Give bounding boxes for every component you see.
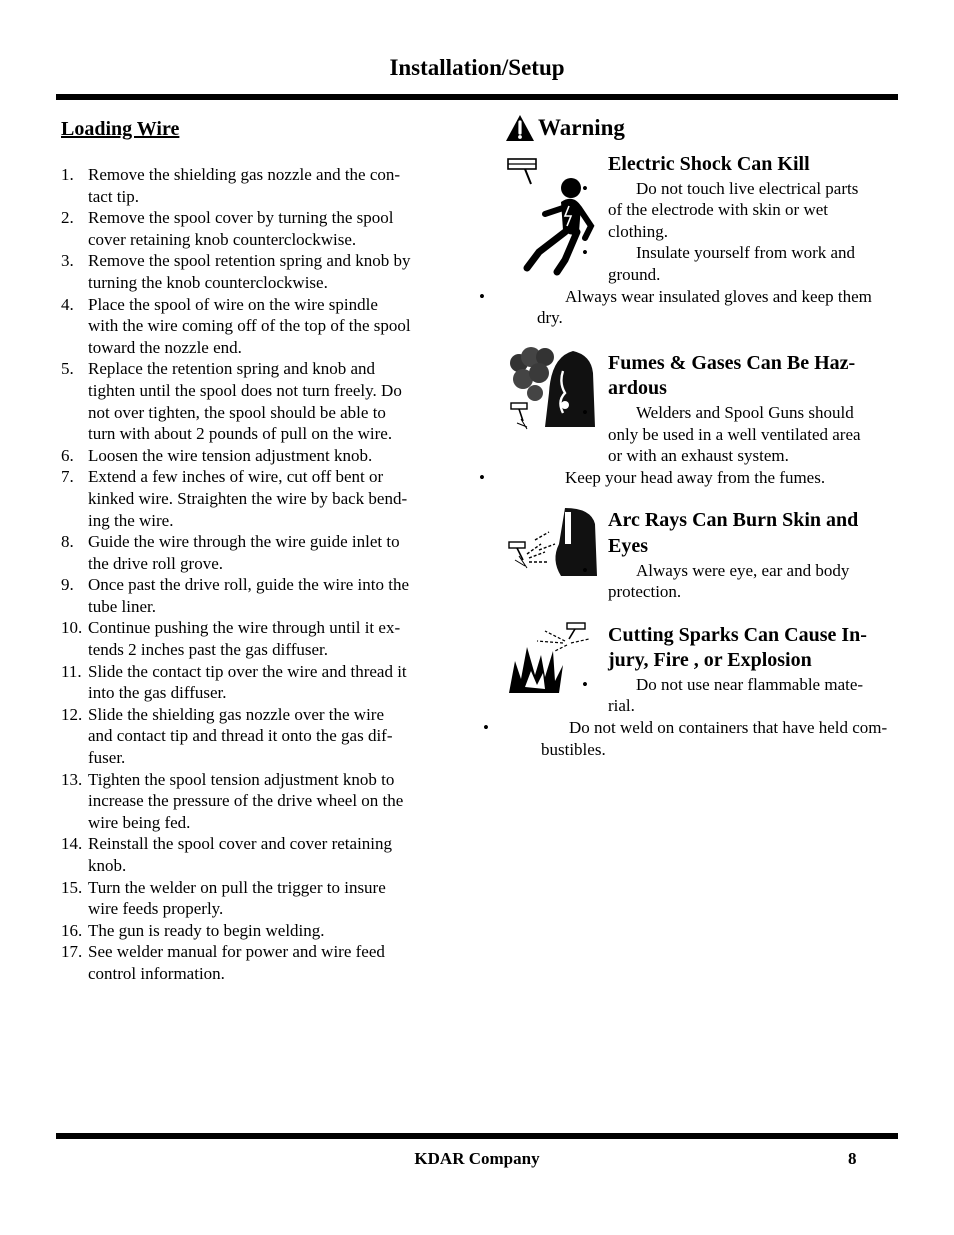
- list-item: 13. Tighten the spool tension adjustment knob to increase the pressure of the drive wheel on the wire being fed.: [61, 769, 404, 832]
- hazard-title: Arc Rays Can Burn Skin and Eyes: [608, 509, 859, 557]
- hazard-cutting-sparks: [483, 623, 897, 761]
- hazard-title: Electric Shock Can Kill: [608, 153, 810, 175]
- warning-title: Warning: [538, 115, 625, 140]
- list-item: • Keep your head away from the fumes.: [479, 467, 826, 487]
- list-item: 16. The gun is ready to begin welding.: [61, 920, 325, 940]
- list-item: • Do not use near flammable mate- rial.: [582, 674, 864, 716]
- page-title: Installation/Setup: [389, 55, 565, 80]
- list-item: • Always were eye, ear and body protection.: [582, 560, 850, 602]
- fumes-gases-icon: [505, 343, 605, 433]
- list-item: 7. Extend a few inches of wire, cut off bent or kinked wire. Straighten the wire by back bend- ing the wire.: [61, 467, 408, 530]
- hazard-bullets: [582, 560, 897, 603]
- list-item: • Do not weld on containers that have held com- bustibles.: [483, 718, 888, 759]
- footer-rule: [56, 1133, 898, 1139]
- list-item: 8. Guide the wire through the wire guide inlet to the drive roll grove.: [61, 532, 400, 573]
- page-number: 8: [848, 1149, 857, 1168]
- electric-shock-icon: [505, 156, 605, 276]
- list-item: 4. Place the spool of wire on the wire spindle with the wire coming off of the top of the spool toward the nozzle end.: [61, 294, 411, 357]
- list-item: 5. Replace the retention spring and knob and tighten until the spool does not turn freely. Do not over tighten, the spool should be able to turn with about 2 pounds of pull on the wire.: [61, 359, 402, 444]
- hazard-arc-rays: [505, 508, 897, 602]
- hazard-fumes-gases: [479, 351, 897, 489]
- steps-list: [61, 164, 451, 985]
- hazard-extra-bullets: [479, 286, 897, 329]
- list-item: 12. Slide the shielding gas nozzle over the wire and contact tip and thread it onto the gas dif- fuser.: [61, 704, 393, 768]
- hazard-extra-bullets: [483, 717, 897, 760]
- list-item: • Welders and Spool Guns should only be used in a well ventilated area or with an exhaust system.: [582, 402, 861, 466]
- header-rule: [56, 94, 898, 100]
- list-item: 2. Remove the spool cover by turning the spool cover retaining knob counterclockwise.: [61, 208, 394, 249]
- hazard-title: Fumes & Gases Can Be Haz- ardous: [608, 351, 856, 400]
- list-item: • Always wear insulated gloves and keep them dry.: [479, 286, 872, 328]
- list-item: 17. See welder manual for power and wire feed control information.: [61, 942, 385, 983]
- list-item: 9. Once past the drive roll, guide the wire into the tube liner.: [61, 575, 410, 616]
- list-item: 1. Remove the shielding gas nozzle and the con- tact tip.: [61, 165, 401, 206]
- cutting-sparks-icon: [505, 621, 605, 701]
- warning-triangle-icon: [505, 114, 535, 142]
- footer-company: KDAR Company: [414, 1149, 540, 1168]
- hazard-extra-bullets: [479, 467, 897, 489]
- list-item: 14. Reinstall the spool cover and cover retaining knob.: [61, 834, 393, 875]
- hazard-electric-shock: [479, 152, 897, 329]
- warning-heading: [505, 110, 897, 146]
- list-item: 6. Loosen the wire tension adjustment knob.: [61, 445, 373, 465]
- hazard-title: Cutting Sparks Can Cause In- jury, Fire , or Explosion: [608, 623, 867, 672]
- list-item: 11. Slide the contact tip over the wire and thread it into the gas diffuser.: [61, 661, 407, 703]
- loading-wire-section: [61, 116, 451, 985]
- arc-rays-icon: [505, 504, 605, 584]
- list-item: • Do not touch live electrical parts of the electrode with skin or wet clothing.: [582, 178, 859, 241]
- list-item: 15. Turn the welder on pull the trigger to insure wire feeds properly.: [61, 877, 386, 919]
- warning-section: [479, 110, 897, 760]
- list-item: 3. Remove the spool retention spring and knob by turning the knob counterclockwise.: [61, 251, 411, 292]
- list-item: 10. Continue pushing the wire through until it ex- tends 2 inches past the gas diffuser.: [61, 618, 401, 660]
- section-heading-loading-wire: Loading Wire: [61, 118, 180, 140]
- hazard-bullets: [582, 402, 897, 467]
- hazard-bullets: [582, 178, 897, 286]
- hazard-bullets: [582, 674, 897, 717]
- list-item: • Insulate yourself from work and ground.: [582, 243, 856, 284]
